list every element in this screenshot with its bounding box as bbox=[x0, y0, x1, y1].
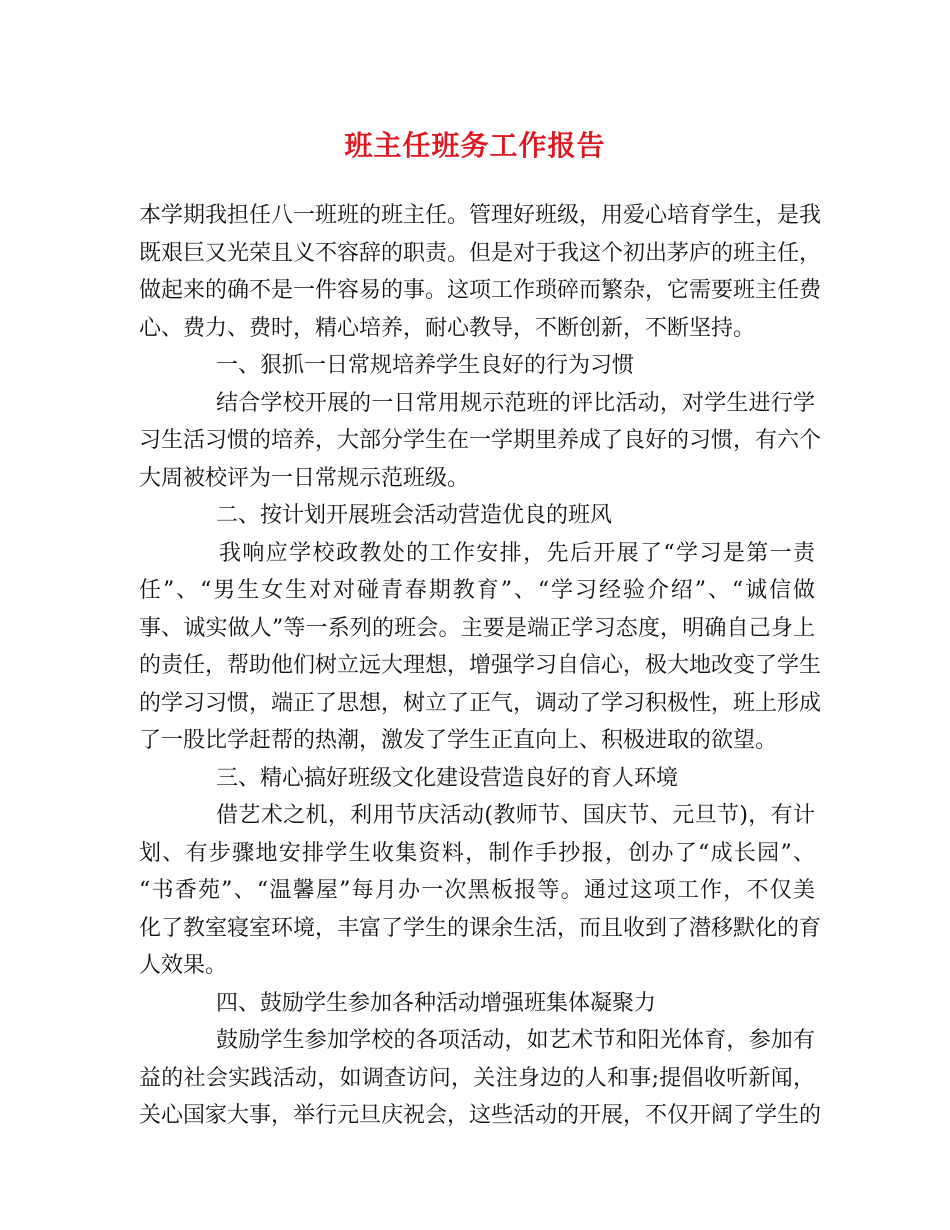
paragraph-line: 既艰巨又光荣且义不容辞的职责。但是对于我这个初出茅庐的班主任， bbox=[139, 240, 822, 266]
document-body bbox=[139, 197, 822, 1135]
paragraph-line: 结合学校开展的一日常用规示范班的评比活动，对学生进行学 bbox=[216, 390, 815, 416]
paragraph-line: 习生活习惯的培养，大部分学生在一学期里养成了良好的习惯，有六个 bbox=[139, 428, 822, 453]
paragraph-line: 人效果。 bbox=[139, 953, 228, 978]
document-title: 班主任班务工作报告 bbox=[344, 129, 606, 162]
paragraph-line: 借艺术之机，利用节庆活动(教师节、国庆节、元旦节)，有计 bbox=[216, 803, 815, 828]
paragraph-line: 心、费力、费时，精心培养，耐心教导，不断创新，不断坚持。 bbox=[139, 315, 756, 341]
section-heading-4: 四、鼓励学生参加各种活动增强班集体凝聚力 bbox=[216, 990, 657, 1016]
paragraph-line: 我响应学校政教处的工作安排，先后开展了“学习是第一责 bbox=[219, 540, 815, 566]
paragraph-line: 益的社会实践活动，如调查访问，关注身边的人和事;提倡收听新闻， bbox=[139, 1065, 815, 1091]
paragraph-line: 关心国家大事，举行元旦庆祝会，这些活动的开展，不仅开阔了学生的 bbox=[139, 1103, 822, 1128]
paragraph-line: 的责任，帮助他们树立远大理想，增强学习自信心，极大地改变了学生 bbox=[139, 653, 822, 678]
paragraph-line: 做起来的确不是一件容易的事。这项工作琐碎而繁杂，它需要班主任费 bbox=[139, 278, 822, 303]
section-heading-3: 三、精心搞好班级文化建设营造良好的育人环境 bbox=[216, 765, 679, 791]
section-heading-1: 一、狠抓一日常规培养学生良好的行为习惯 bbox=[216, 353, 635, 378]
paragraph-line: 事、诚实做人”等一系列的班会。主要是端正学习态度，明确自己身上 bbox=[139, 615, 815, 641]
paragraph-line: 任”、“男生女生对对碰青春期教育”、“学习经验介绍”、“诚信做 bbox=[139, 578, 815, 603]
paragraph-line: 本学期我担任八一班班的班主任。管理好班级，用爱心培育学生，是我 bbox=[139, 203, 822, 228]
paragraph-line: 的学习习惯，端正了思想，树立了正气，调动了学习积极性，班上形成 bbox=[139, 690, 822, 716]
paragraph-line: 了一股比学赶帮的热潮，激发了学生正直向上、积极进取的欲望。 bbox=[139, 728, 778, 753]
paragraph-line: 化了教室寝室环境，丰富了学生的课余生活，而且收到了潜移默化的育 bbox=[139, 915, 822, 941]
paragraph-line: 划、有步骤地安排学生收集资料，制作手抄报，创办了“成长园”、 bbox=[139, 840, 815, 866]
paragraph-line: 大周被校评为一日常规示范班级。 bbox=[139, 465, 470, 491]
paragraph-line: “书香苑”、“温馨屋”每月办一次黑板报等。通过这项工作，不仅美 bbox=[139, 878, 815, 903]
paragraph-line: 鼓励学生参加学校的各项活动，如艺术节和阳光体育，参加有 bbox=[216, 1028, 815, 1053]
section-heading-2: 二、按计划开展班会活动营造优良的班风 bbox=[216, 503, 613, 528]
